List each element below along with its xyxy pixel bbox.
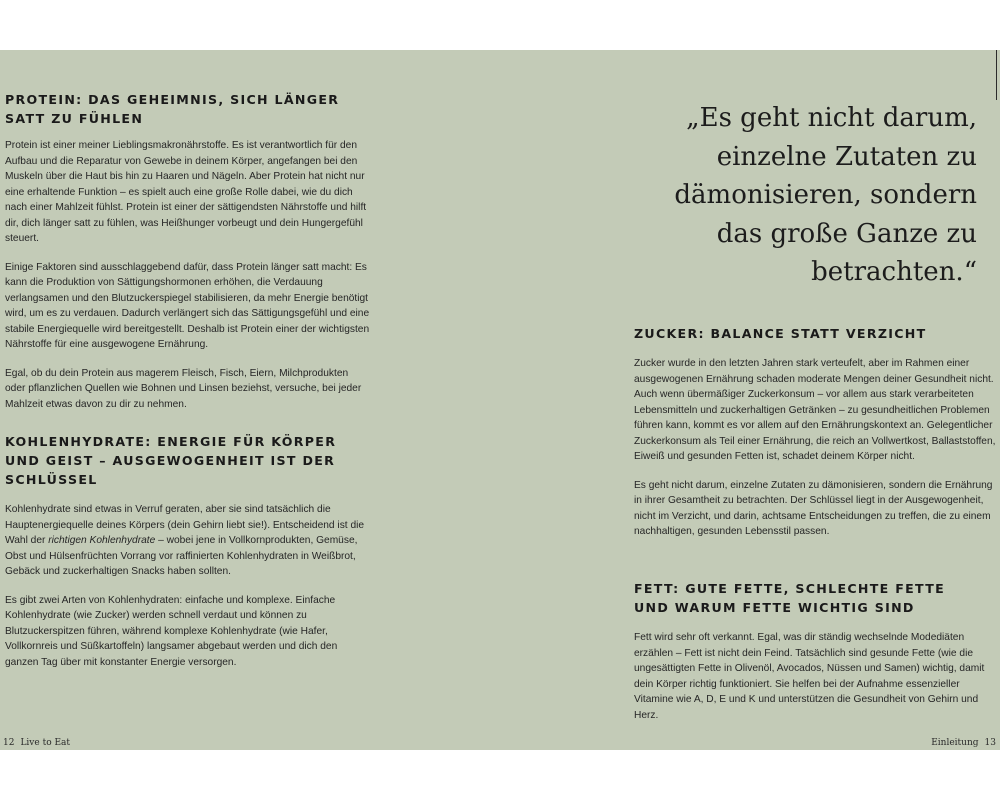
protein-paragraph-3: Egal, ob du dein Protein aus magerem Fleisch, Fisch, Eiern, Milchprodukten oder pflanzlichen Quellen wie Bohnen und Linsen beziehst, versuche, bei jeder Mahlzeit etwas davon zu dir zu nehmen.	[5, 367, 362, 410]
protein-paragraph-1: Protein ist einer meiner Lieblingsmakronährstoffe. Es ist verantwortlich für den Aufbau und die Reparatur von Gewebe in deinem Körper, angefangen bei den Muskeln über die Haut bis hin zu Haaren und Nägeln. Aber Protein hat nicht nur eine erhaltende Funktion – es spielt auch eine große Rolle dabei, wie du dich nach einer Mahlzeit fühlst. Protein ist einer der sättigendsten Nährstoffe und hilft dir, dich länger satt zu fühlen, was Heißhunger vorbeugt und dein Hungergefühl steuert.	[5, 140, 367, 244]
fat-body	[634, 630, 999, 723]
right-footer	[931, 738, 996, 748]
carbs-paragraph-1-start: Kohlenhydrate sind etwas in Verruf geraten, aber sie sind tatsächlich die Hauptenergiequelle deines Körpers (dein Gehirn liebt sie!). Entscheidend ist die Wahl der	[5, 504, 365, 546]
carbs-heading: KOHLENHYDRATE: ENERGIE FÜR KÖRPER UND GEIST – AUSGEWOGENHEIT IST DER SCHLÜSSEL	[5, 434, 337, 487]
page-edge-line	[996, 50, 997, 100]
carbs-body	[5, 502, 370, 670]
protein-paragraph-2: Einige Faktoren sind ausschlaggebend dafür, dass Protein länger satt macht: Es kann die Produktion von Sättigungshormonen erhöhen, die Verdauung verlangsamen und den Blutzuckerspiegel stabilisieren, da mehr Energie benötigt wird, um es zu verdauen. Dadurch verlängert sich das Sättigungsgefühl und eine stabile Energiequelle wird bereitgestellt. Deshalb ist Protein einer der wichtigsten Nährstoffe für eine ausgewogene Ernährung.	[5, 261, 370, 350]
sugar-heading: ZUCKER: BALANCE STATT VERZICHT	[634, 326, 927, 341]
right-running-title: Einleitung	[931, 738, 979, 748]
protein-heading: PROTEIN: DAS GEHEIMNIS, SICH LÄNGER SATT ZU FÜHLEN	[5, 92, 340, 126]
right-page	[500, 50, 1000, 750]
fat-heading: FETT: GUTE FETTE, SCHLECHTE FETTE UND WARUM FETTE WICHTIG SIND	[634, 581, 946, 615]
left-running-title: Live to Eat	[20, 738, 71, 748]
fat-paragraph-1: Fett wird sehr oft verkannt. Egal, was dir ständig wechselnde Modediäten erzählen – Fett ist nicht dein Feind. Tatsächlich sind gesunde Fette (wie die ungesättigten Fette in Olivenöl, Avocados, Nüssen und Samen) wichtig, damit dein Körper richtig funktioniert. Sie helfen bei der Aufnahme essenzieller Vitamine wie A, D, E und K und unterstützen die Gesundheit von Gehirn und Herz.	[634, 632, 985, 721]
carbs-emphasis: richtigen Kohlenhydrate	[48, 535, 156, 546]
carbs-paragraph-2: Es gibt zwei Arten von Kohlenhydraten: einfache und komplexe. Einfache Kohlenhydrate (wie Zucker) werden schnell verdaut und können zu Blutzuckerspitzen führen, während komplexe Kohlenhydrate (wie Hafer, Vollkornreis und Süßkartoffeln) langsamer abgebaut werden und dich den ganzen Tag über mit konstanter Energie versorgen.	[5, 594, 338, 668]
book-spread	[0, 50, 1000, 750]
sugar-paragraph-1: Zucker wurde in den letzten Jahren stark verteufelt, aber im Rahmen einer ausgewogenen Ernährung schaden moderate Mengen deiner Gesundheit nicht. Auch wenn übermäßiger Zuckerkonsum – vor allem aus stark verarbeiteten Lebensmitteln und zuckerhaltigen Getränken – zu gesundheitlichen Problemen führen kann, kommt es vor allem auf den Ernährungskontext an. Gelegentlicher Zuckerkonsum als Teil einer Ernährung, die reich an Vollwertkost, Ballaststoffen, Eiweiß und gesunden Fetten ist, schadet deinem Körper nicht.	[634, 358, 996, 462]
carbs-paragraph-1-end: – wobei jene in Vollkornprodukten, Gemüse, Obst und Hülsenfrüchten Vorrang vor raffinierten Kohlenhydraten in Weißbrot, Gebäck und zuckerhaltigen Snacks haben sollten.	[5, 535, 358, 577]
pull-quote: „Es geht nicht darum, einzelne Zutaten zu dämonisieren, sondern das große Ganze zu betrachten.“	[674, 103, 977, 287]
left-page-number: 12	[3, 738, 15, 748]
protein-body	[5, 138, 370, 412]
left-page	[0, 50, 500, 750]
carbs-paragraph-1	[5, 502, 370, 580]
left-footer	[3, 738, 70, 748]
sugar-body	[634, 356, 999, 540]
sugar-paragraph-2: Es geht nicht darum, einzelne Zutaten zu dämonisieren, sondern die Ernährung in ihrer Gesamtheit zu betrachten. Der Schlüssel liegt in der Ausgewogenheit, nicht im Verzicht, und darin, achtsame Entscheidungen zu treffen, die zu einem nachhaltigen, gesunden Lebensstil passen.	[634, 479, 993, 537]
right-page-number: 13	[984, 738, 996, 748]
